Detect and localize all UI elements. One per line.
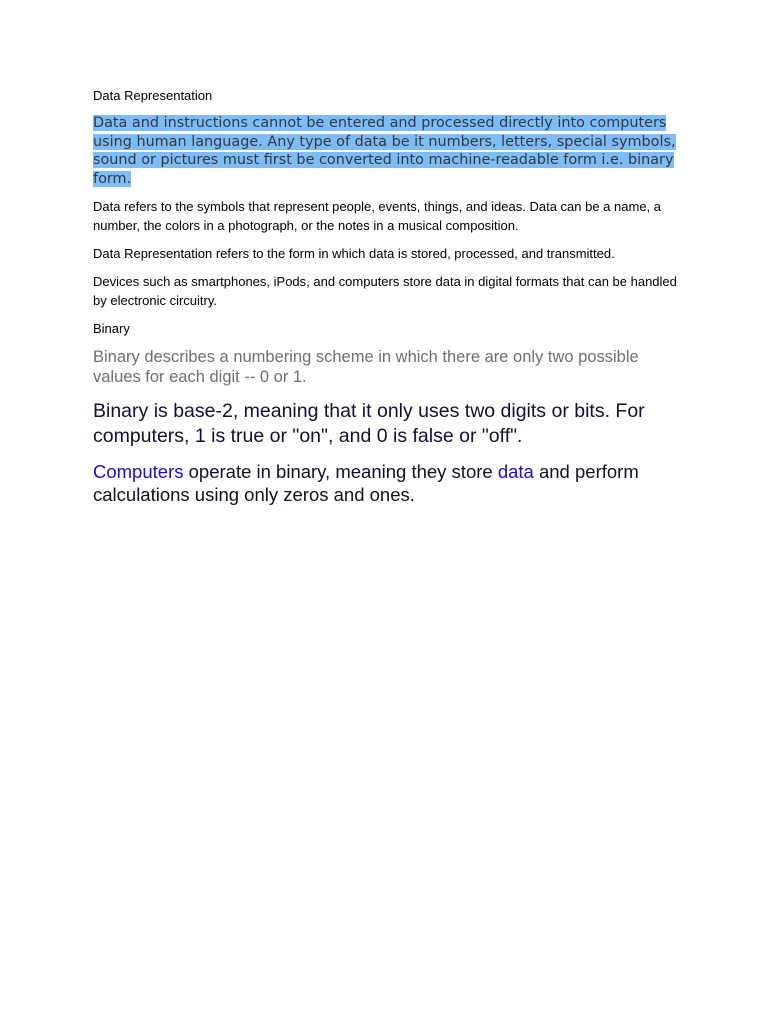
- paragraph-binary-base2: Binary is base-2, meaning that it only uses two digits or bits. For computers, 1 is true or "on", and 0 is false or "off".: [93, 400, 645, 447]
- computers-text-end: and perform calculations using only zeros and ones.: [93, 461, 639, 505]
- paragraph-data-representation: Data Representation refers to the form in which data is stored, processed, and transmitted.: [93, 246, 615, 261]
- document-title: Data Representation: [93, 88, 213, 103]
- data-link[interactable]: data: [497, 461, 534, 482]
- computers-link[interactable]: Computers: [93, 461, 184, 482]
- selected-text[interactable]: Data and instructions cannot be entered and processed directly into computers using human language. Any type of data be it numbers, letters, special symbols, sound or pictures must first be converted into machine-readable form i.e. binary form.: [93, 115, 676, 187]
- paragraph-binary-describes: Binary describes a numbering scheme in which there are only two possible values for each digit -- 0 or 1.: [93, 348, 639, 386]
- highlighted-paragraph[interactable]: [93, 114, 678, 188]
- document-page: [93, 86, 678, 506]
- paragraph-computers-operate: [93, 460, 678, 506]
- paragraph-devices: Devices such as smartphones, iPods, and computers store data in digital formats that can be handled by electronic circuitry.: [93, 274, 677, 308]
- computers-text-mid: operate in binary, meaning they store: [183, 461, 498, 482]
- paragraph-data-refers: Data refers to the symbols that represent people, events, things, and ideas. Data can be a name, a number, the colors in a photograph, or the notes in a musical composition.: [93, 199, 662, 233]
- binary-heading: Binary: [93, 321, 130, 336]
